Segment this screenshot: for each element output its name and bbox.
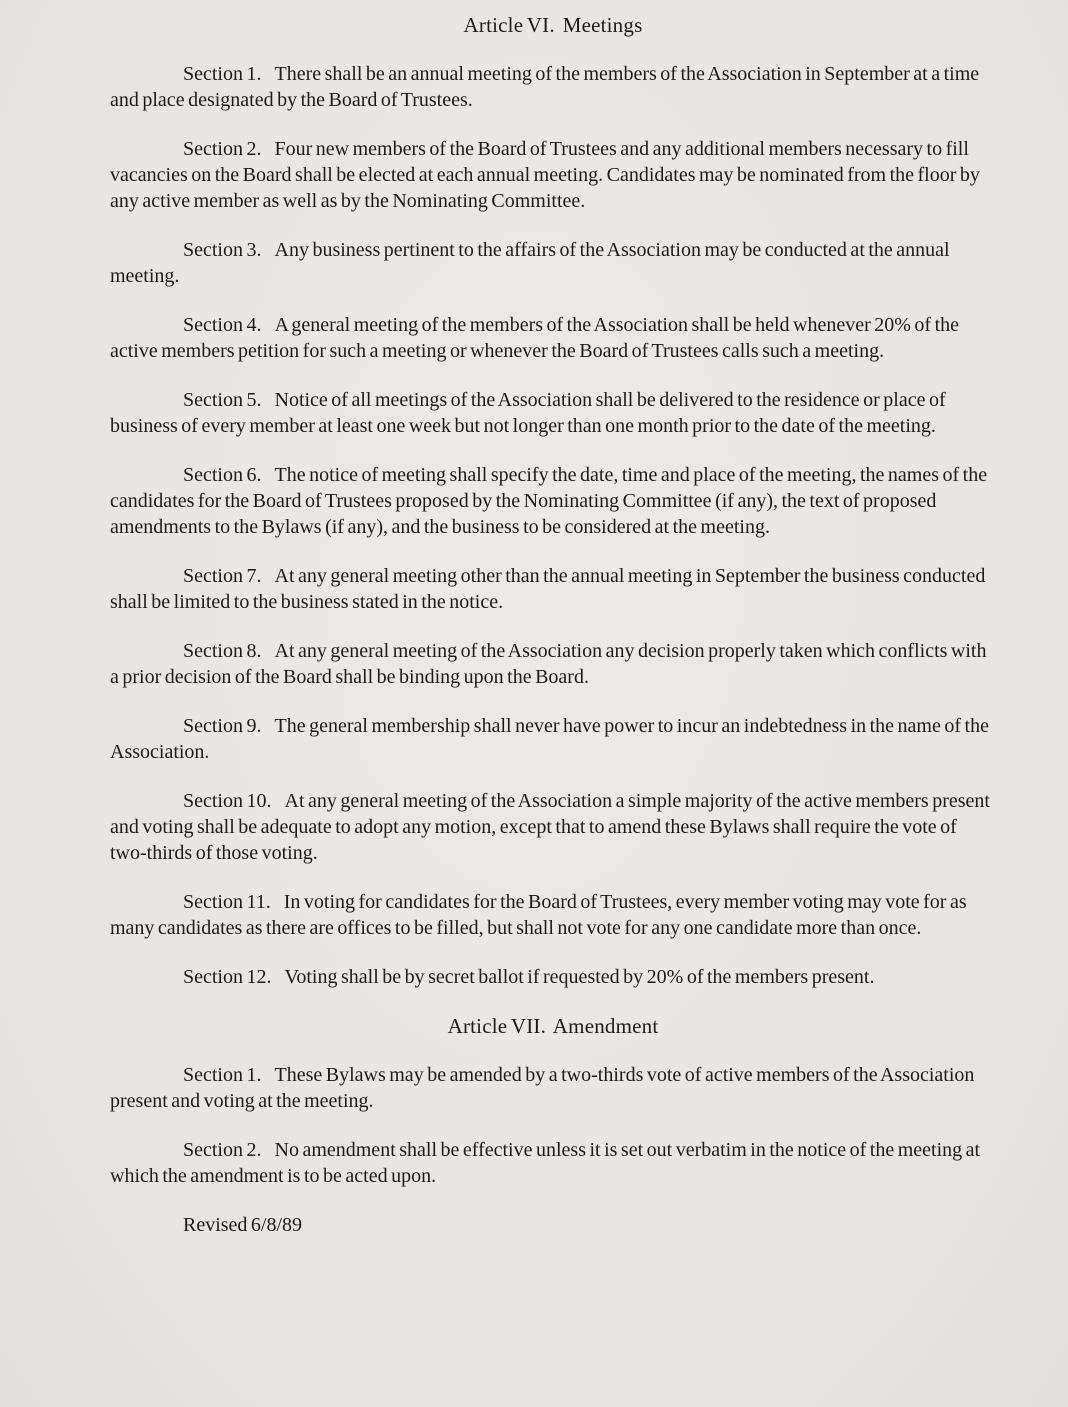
section-label: Section 12.	[183, 966, 272, 988]
article-vi-section-3	[110, 237, 996, 289]
article-vi-section-2	[110, 136, 996, 214]
article-vi-section-10	[110, 788, 996, 866]
section-text: At any general meeting of the Association a simple majority of the active members present and voting shall be adequate to adopt any motion, except that to amend these Bylaws shall require the vote of two-thirds of those voting.	[110, 790, 990, 864]
section-text: At any general meeting of the Association any decision properly taken which conflicts with a prior decision of the Board shall be binding upon the Board.	[110, 640, 987, 688]
article-vii-heading: Article VII. Amendment	[447, 1014, 659, 1038]
section-text: At any general meeting other than the annual meeting in September the business conducted shall be limited to the business stated in the notice.	[110, 565, 986, 613]
section-text: Voting shall be by secret ballot if requested by 20% of the members present.	[284, 966, 875, 988]
section-label: Section 2.	[183, 138, 262, 160]
section-text: Notice of all meetings of the Association shall be delivered to the residence or place of business of every member at least one week but not longer than one month prior to the date of the meeting.	[110, 389, 946, 437]
article-vi-section-9	[110, 713, 996, 765]
article-vi-section-12	[110, 964, 996, 990]
section-label: Section 6.	[183, 464, 262, 486]
article-vi-section-1	[110, 61, 996, 113]
article-vi-section-6	[110, 462, 996, 540]
article-vi-section-5	[110, 387, 996, 439]
article-vii-section-1	[110, 1062, 996, 1114]
section-label: Section 5.	[183, 389, 262, 411]
section-text: The notice of meeting shall specify the date, time and place of the meeting, the names of the candidates for the Board of Trustees proposed by the Nominating Committee (if any), the text of proposed amendments to the Bylaws (if any), and the business to be considered at the meeting.	[110, 464, 988, 538]
section-label: Section 10.	[183, 790, 272, 812]
section-label: Section 4.	[183, 314, 262, 336]
section-text: A general meeting of the members of the Association shall be held whenever 20% of the active members petition for such a meeting or whenever the Board of Trustees calls such a meeting.	[110, 314, 960, 362]
section-label: Section 2.	[183, 1139, 262, 1161]
section-label: Section 1.	[183, 1064, 262, 1086]
section-text: The general membership shall never have power to incur an indebtedness in the name of the Association.	[110, 715, 989, 763]
revision-note: Revised 6/8/89	[183, 1214, 303, 1236]
section-label: Section 1.	[183, 63, 262, 85]
section-text: No amendment shall be effective unless it is set out verbatim in the notice of the meeting at which the amendment is to be acted upon.	[110, 1139, 981, 1187]
article-vi-section-7	[110, 563, 996, 615]
section-text: In voting for candidates for the Board of Trustees, every member voting may vote for as many candidates as there are offices to be filled, but shall not vote for any one candidate more than once.	[110, 891, 967, 939]
article-vi-section-11	[110, 889, 996, 941]
article-vi-heading: Article VI. Meetings	[463, 13, 643, 37]
article-vi-section-8	[110, 638, 996, 690]
section-label: Section 7.	[183, 565, 262, 587]
section-label: Section 11.	[183, 891, 271, 913]
section-text: These Bylaws may be amended by a two-thirds vote of active members of the Association present and voting at the meeting.	[110, 1064, 975, 1112]
article-vii-section-2	[110, 1137, 996, 1189]
section-label: Section 9.	[183, 715, 262, 737]
section-label: Section 8.	[183, 640, 262, 662]
section-text: There shall be an annual meeting of the members of the Association in September at a time and place designated by the Board of Trustees.	[110, 63, 980, 111]
section-text: Any business pertinent to the affairs of the Association may be conducted at the annual meeting.	[110, 239, 950, 287]
section-label: Section 3.	[183, 239, 262, 261]
article-vi-section-4	[110, 312, 996, 364]
section-text: Four new members of the Board of Trustees and any additional members necessary to fill vacancies on the Board shall be elected at each annual meeting. Candidates may be nominated from the floor by any active member as well as by the Nominating Committee.	[110, 138, 980, 212]
